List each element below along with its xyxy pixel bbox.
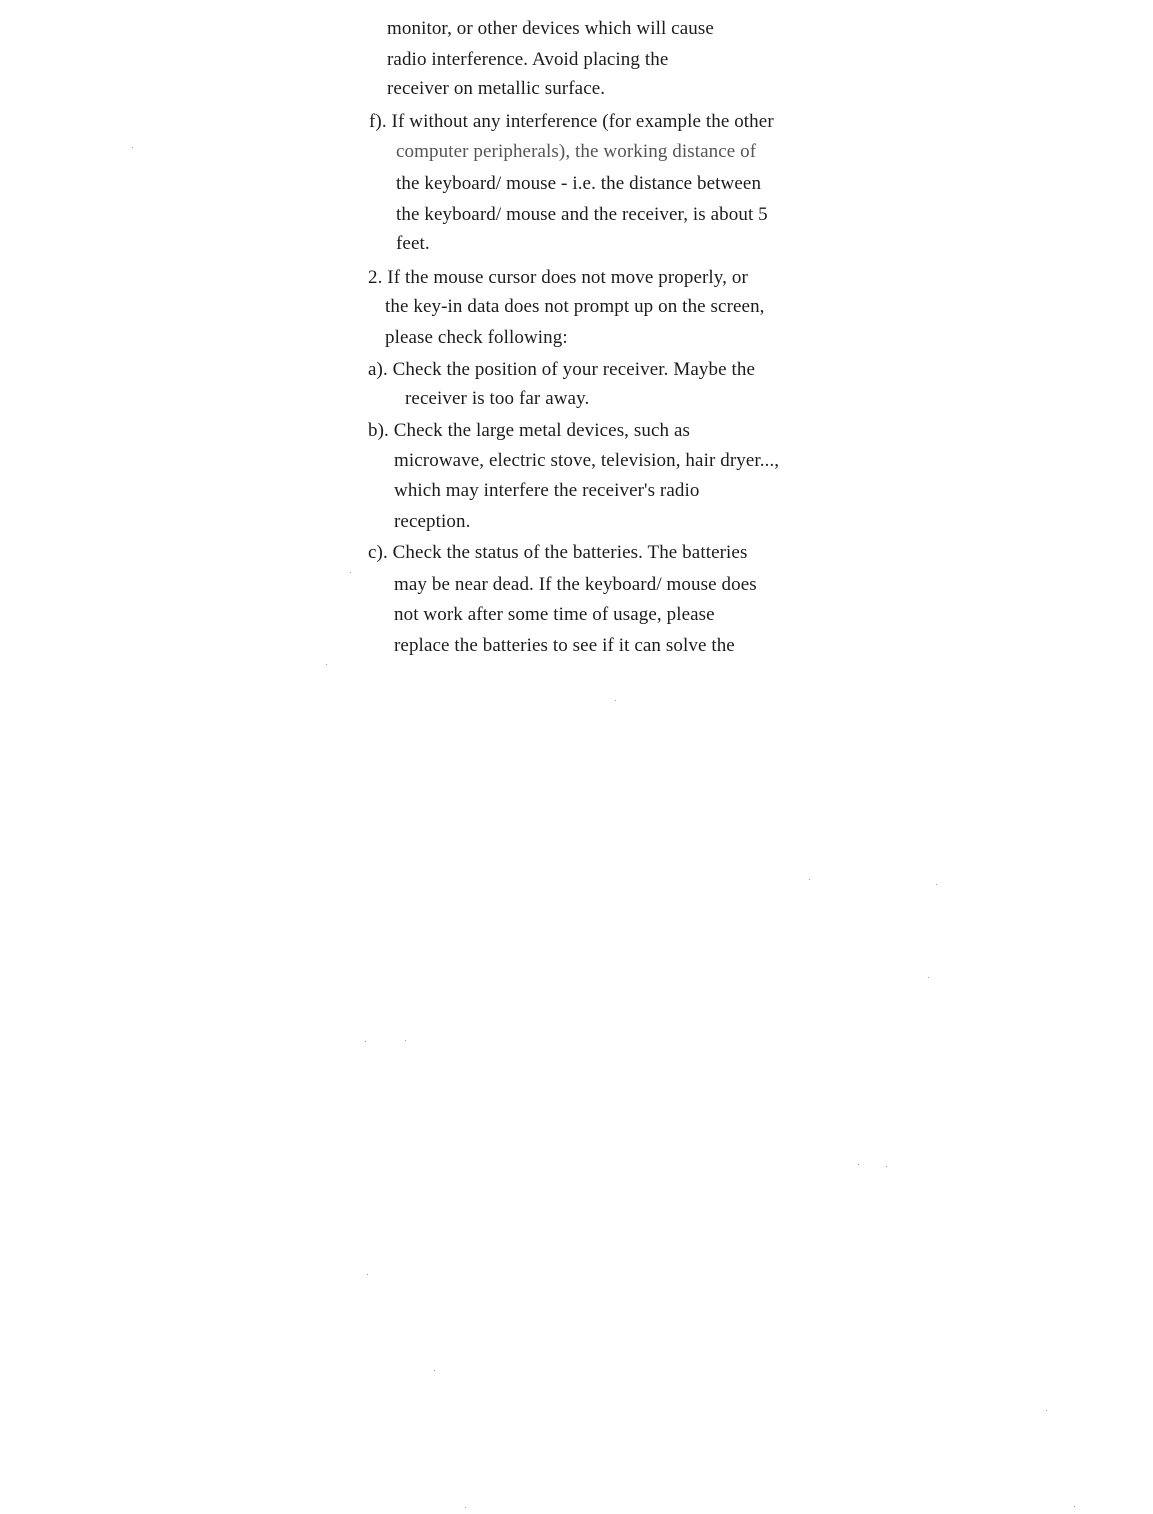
scan-speck	[365, 1041, 366, 1042]
text-line: reception.	[394, 511, 471, 532]
scan-speck	[367, 1274, 368, 1275]
list-item-2: 2. If the mouse cursor does not move properly, or	[368, 267, 748, 288]
text-line: receiver on metallic surface.	[387, 78, 606, 99]
scan-speck	[615, 700, 616, 701]
text-line: not work after some time of usage, please	[394, 604, 715, 625]
scan-speck	[928, 977, 929, 978]
text-line: receiver is too far away.	[405, 388, 590, 409]
scan-speck	[350, 572, 351, 573]
list-item-a: a). Check the position of your receiver. Maybe the	[368, 359, 755, 380]
text-line: replace the batteries to see if it can solve the	[394, 635, 735, 656]
scan-speck	[326, 664, 327, 665]
text-line: which may interfere the receiver's radio	[394, 480, 700, 501]
scan-speck	[809, 879, 810, 880]
text-line: the keyboard/ mouse - i.e. the distance between	[396, 173, 762, 194]
scan-speck	[405, 1040, 406, 1041]
scan-speck	[886, 1166, 887, 1167]
list-item-b: b). Check the large metal devices, such as	[368, 420, 690, 441]
scan-speck	[465, 1507, 466, 1508]
text-line: radio interference. Avoid placing the	[387, 49, 669, 70]
list-item-c: c). Check the status of the batteries. The batteries	[368, 542, 748, 563]
text-line: monitor, or other devices which will cause	[387, 18, 714, 39]
text-line: the keyboard/ mouse and the receiver, is about 5	[396, 204, 768, 225]
scan-speck	[858, 1164, 859, 1165]
scan-speck	[936, 884, 937, 885]
text-line: computer peripherals), the working distance of	[396, 141, 757, 162]
scan-speck	[1046, 1410, 1047, 1411]
scan-speck	[1074, 1506, 1075, 1507]
text-line: may be near dead. If the keyboard/ mouse does	[394, 574, 757, 595]
text-line: please check following:	[385, 327, 568, 348]
scan-speck	[434, 1370, 435, 1371]
list-item-f: f). If without any interference (for example the other	[369, 111, 774, 132]
text-line: microwave, electric stove, television, hair dryer...,	[394, 450, 780, 471]
scan-speck	[132, 147, 133, 148]
text-line: feet.	[396, 233, 430, 254]
text-line: the key-in data does not prompt up on the screen,	[385, 296, 765, 317]
